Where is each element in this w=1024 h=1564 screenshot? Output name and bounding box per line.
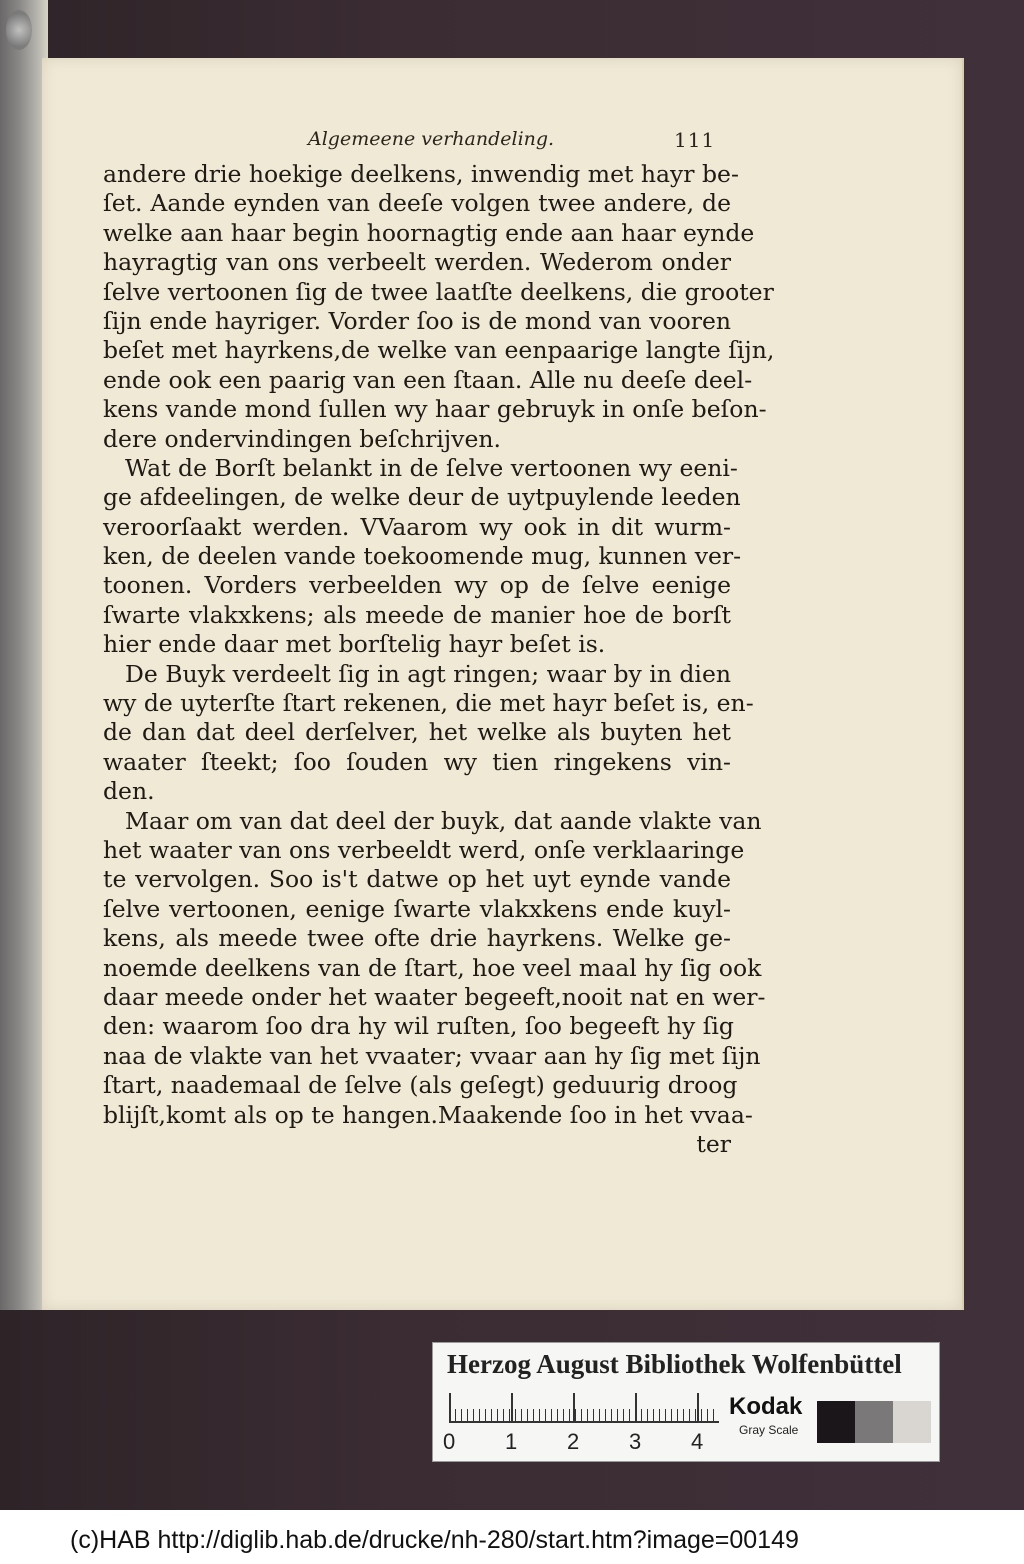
gray-scale-label: Gray Scale <box>739 1423 799 1437</box>
text-line: ſelve vertoonen ſig de twee laatſte deelkens, die grooter <box>103 277 774 306</box>
color-calibration-chart <box>432 1342 940 1462</box>
text-line: wy de uyterſte ſtart rekenen, die met hayr beſet is, en- <box>103 689 754 718</box>
ruler-number: 0 <box>443 1429 456 1454</box>
text-line: te vervolgen. Soo is't datwe op het uyt eynde vande <box>103 865 731 894</box>
text-line: daar meede onder het waater begeeft,nooit nat en wer- <box>103 982 766 1011</box>
ruler-scale <box>449 1393 719 1423</box>
text-line: waater ſteekt; ſoo ſouden wy tien ringekens vin- <box>103 747 731 776</box>
text-line: beſet met hayrkens,de welke van eenpaarige langte ſijn, <box>103 336 775 365</box>
text-line: ſelve vertoonen, eenige ſwarte vlakxkens ende kuyl- <box>103 894 731 923</box>
text-line: kens vande mond ſullen wy haar gebruyk in onſe beſon- <box>103 395 767 424</box>
text-line: welke aan haar begin hoornagtig ende aan haar eynde <box>103 218 755 247</box>
text-line: ſtart, naademaal de ſelve (als geſegt) geduurig droog <box>103 1071 738 1100</box>
text-line: naa de vlakte van het vvaater; vvaar aan hy ſig met ſijn <box>103 1041 761 1070</box>
page-number: 111 <box>674 128 716 152</box>
text-line: ende ook een paarig van een ſtaan. Alle nu deeſe deel- <box>103 365 753 394</box>
text-line: De Buyk verdeelt ſig in agt ringen; waar by in dien <box>125 659 731 688</box>
ruler-number: 2 <box>567 1429 580 1454</box>
text-line: hier ende daar met borſtelig hayr beſet is. <box>103 630 606 659</box>
text-line: ſwarte vlakxkens; als meede de manier hoe de borſt <box>103 600 731 629</box>
body-text <box>103 160 775 1159</box>
text-line: ſet. Aande eynden van deeſe volgen twee andere, de <box>103 189 731 218</box>
text-line: den: waarom ſoo dra hy wil ruſten, ſoo begeeft hy ſig <box>103 1012 734 1041</box>
ruler-number: 1 <box>505 1429 518 1454</box>
gray-patch <box>817 1401 855 1443</box>
text-line: Wat de Borſt belankt in de ſelve vertoonen wy eeni- <box>125 453 738 482</box>
text-line: blijſt,komt als op te hangen.Maakende ſoo in het vvaa- <box>103 1100 753 1129</box>
text-line: dere ondervindingen beſchrijven. <box>103 424 501 453</box>
text-line: kens, als meede twee ofte drie hayrkens. Welke ge- <box>103 924 731 953</box>
text-line: ge afdeelingen, de welke deur de uytpuylende leeden <box>103 483 741 512</box>
text-line: noemde deelkens van de ſtart, hoe veel maal hy ſig ook <box>103 953 762 982</box>
text-line: het waater van ons verbeeldt werd, onſe verklaaringe <box>103 835 745 864</box>
binding-ring-icon <box>6 10 32 50</box>
ruler-numbers <box>443 1429 743 1455</box>
previous-page-edge <box>0 0 48 1310</box>
text-line: Maar om van dat deel der buyk, dat aande vlakte van <box>125 806 762 835</box>
kodak-logo: Kodak <box>729 1393 803 1420</box>
source-url-footer: (c)HAB http://diglib.hab.de/drucke/nh-280/start.htm?image=00149 <box>70 1526 799 1554</box>
text-line: hayragtig van ons verbeelt werden. Wederom onder <box>103 248 731 277</box>
text-line: toonen. Vorders verbeelden wy op de ſelve eenige <box>103 571 731 600</box>
gray-patch <box>855 1401 893 1443</box>
catchword: ter <box>696 1129 731 1158</box>
text-line: andere drie hoekige deelkens, inwendig met hayr be- <box>103 160 739 188</box>
running-head: Algemeene verhandeling. <box>308 128 555 150</box>
text-line: ken, de deelen vande toekoomende mug, kunnen ver- <box>103 542 742 571</box>
ruler-number: 4 <box>691 1429 704 1454</box>
text-line: ſijn ende hayriger. Vorder ſoo is de mond van vooren <box>103 306 731 335</box>
text-line: veroorſaakt werden. VVaarom wy ook in dit wurm- <box>103 512 731 541</box>
gray-patch <box>893 1401 931 1443</box>
ruler-number: 3 <box>629 1429 642 1454</box>
text-line: de dan dat deel derſelver, het welke als buyten het <box>103 718 731 747</box>
institution-label: Herzog August Bibliothek Wolfenbüttel <box>447 1349 902 1379</box>
text-line: den. <box>103 777 155 806</box>
